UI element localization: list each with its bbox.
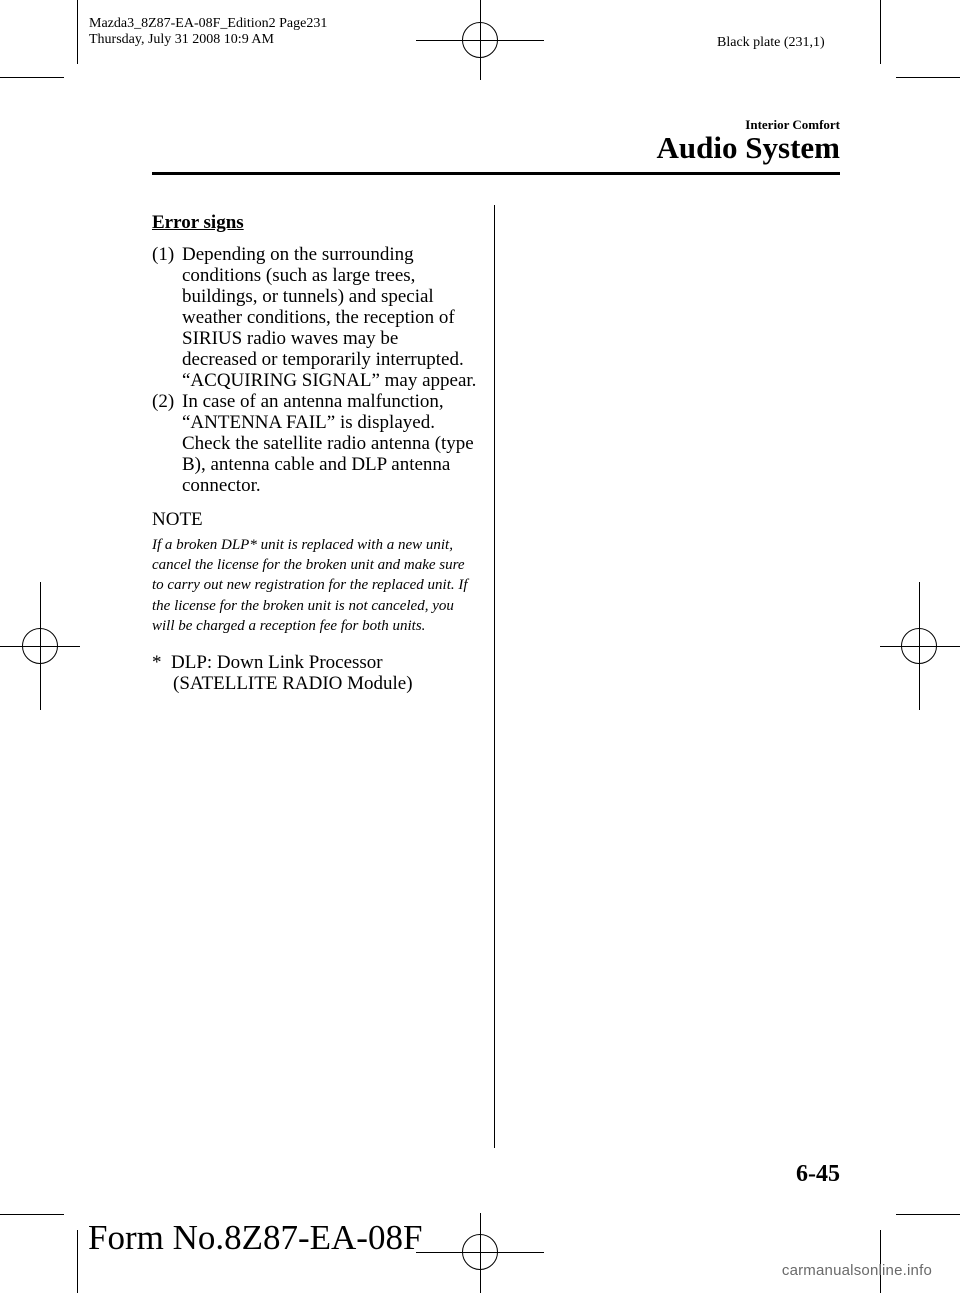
list-item [152,244,477,391]
registration-mark-right [901,628,937,664]
footnote-line-1: * DLP: Down Link Processor [152,652,383,674]
column-divider [494,205,495,1148]
print-job-info [89,16,327,48]
list-item-number: (1) [152,244,175,265]
subheading: Error signs [152,212,244,233]
list-item-text: Depending on the surrounding conditions (such as large trees, buildings, or tunnels) and special weather conditions, the reception of SIRIUS radio waves may be decreased or temporarily interrupted. “ACQUIRING SIGNAL” may appear. [182,244,477,391]
main-content [152,212,477,694]
section-label: Interior Comfort [745,117,840,132]
registration-mark-bottom [462,1234,498,1270]
list-item-text: In case of an antenna malfunction, “ANTENNA FAIL” is displayed. Check the satellite radio antenna (type B), antenna cable and DLP antenna connector. [182,391,474,496]
footnote-line-2: (SATELLITE RADIO Module) [173,673,413,695]
page-title: Audio System [656,130,840,165]
registration-mark-top [462,22,498,58]
footnote [152,652,477,694]
list-item-number: (2) [152,391,175,412]
watermark: carmanualsonline.info [781,1262,932,1279]
form-number: Form No.8Z87-EA-08F [88,1218,423,1257]
print-job-line-2: Thursday, July 31 2008 10:9 AM [89,32,274,47]
page-number: 6-45 [796,1161,840,1187]
note-label: NOTE [152,509,203,530]
print-job-line-1: Mazda3_8Z87-EA-08F_Edition2 Page231 [89,16,328,31]
plate-info: Black plate (231,1) [717,35,825,50]
list-item [152,391,477,496]
registration-mark-left [22,628,58,664]
header-rule [152,172,840,175]
note-text: If a broken DLP* unit is replaced with a new unit, cancel the license for the broken unit and make sure to carry out new registration for the replaced unit. If the license for the broken unit is not canceled, you will be charged a reception fee for both units. [152,537,468,634]
